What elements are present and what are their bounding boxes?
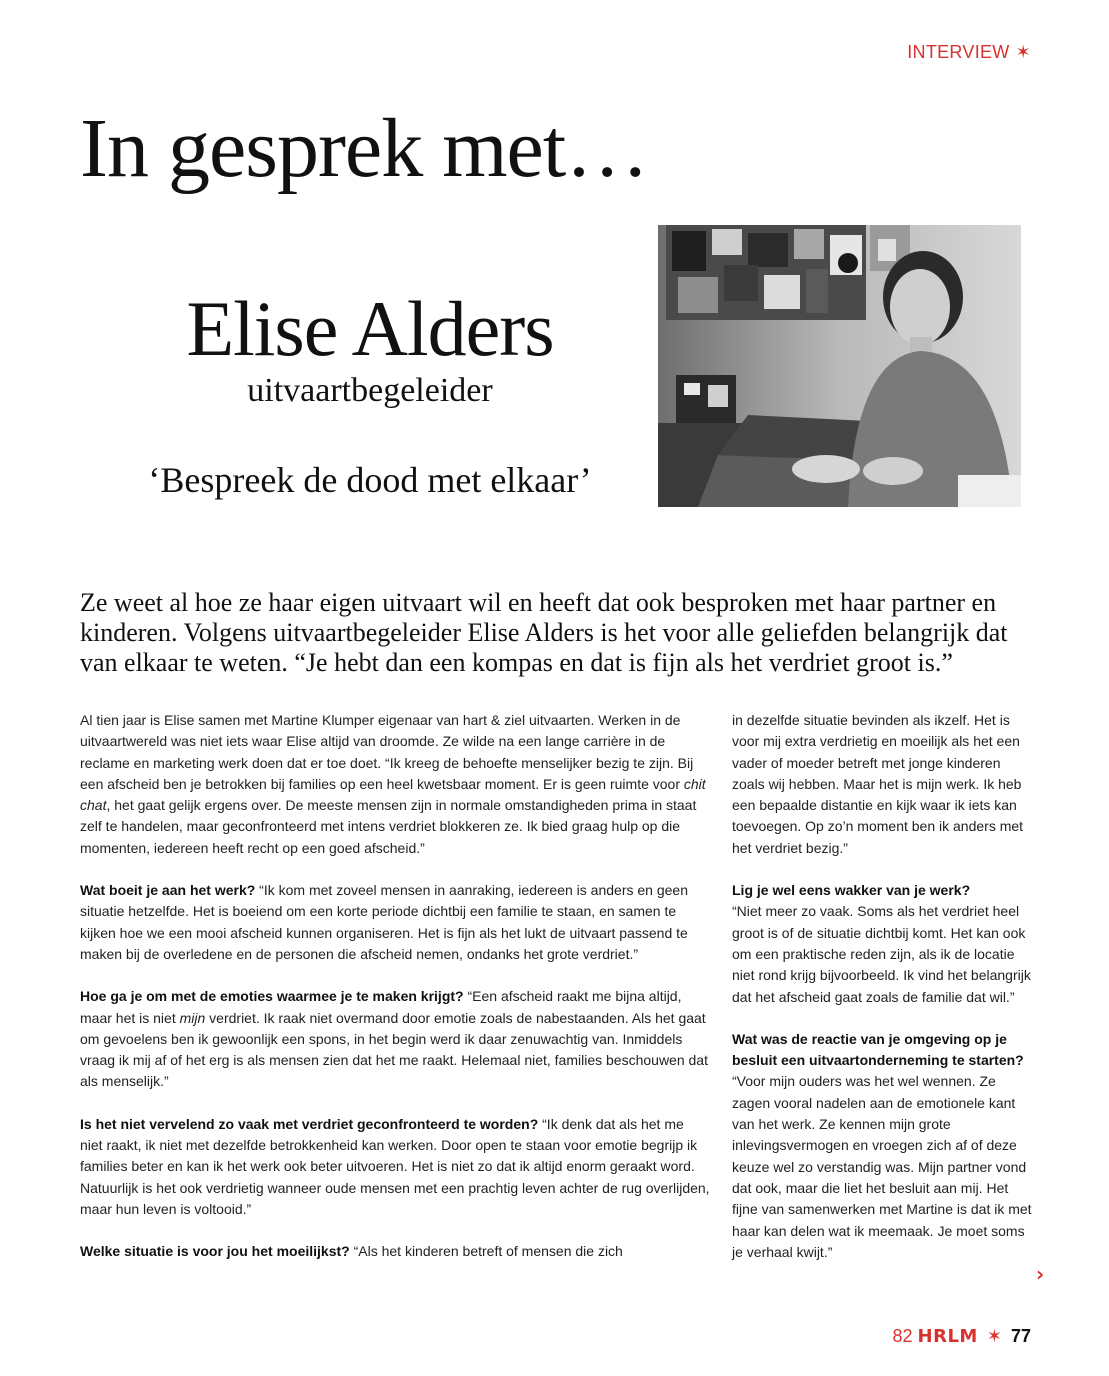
magazine-logo: HRLM: [917, 1326, 978, 1347]
article-paragraph: [80, 986, 710, 1092]
portrait-photo: [658, 225, 1021, 507]
page-footer: [892, 1326, 1031, 1347]
interview-question: Wat was de reactie van je omgeving op je besluit een uitvaartonderneming te starten?: [732, 1030, 1024, 1069]
interview-answer: “Ik kom met zoveel mensen in aanraking, iedereen is anders en geen situatie hetzelfde. Het is boeiend om een korte periode dichtbij een familie te staan, en samen te kijken hoe we een mooi afscheid kunnen organiseren. Het is fijn als het lukt de uitvaart passend te maken bij de overledene en de personen die afscheid nemen, ondanks het grote verdriet.”: [80, 882, 688, 962]
section-label: [907, 42, 1031, 63]
article-paragraph: [80, 1114, 710, 1220]
paragraph-text: Al tien jaar is Elise samen met Martine Klumper eigenaar van hart & ziel uitvaarten. Werken in de uitvaartwereld was niet iets waar Elise altijd van droomde. Ze wilde na een lange carrière in de reclame en marketing werk doen dat er toe doet. “Ik kreeg de behoefte menselijker bezig te zijn. Bij een afscheid ben je betrokken bij families op een heel kwetsbaar moment. Er is geen ruimte voor: [80, 712, 694, 792]
page-title: In gesprek met…: [80, 102, 649, 195]
intro-paragraph: Ze weet al hoe ze haar eigen uitvaart wil en heeft dat ook besproken met haar partner en kinderen. Volgens uitvaartbegeleider Elise Alders is het voor alle geliefden belangrijk dat van elkaar te weten. “Je hebt dan een kompas en dat is fijn als het verdriet groot is.”: [80, 588, 1008, 677]
star-icon: ✶: [1015, 42, 1031, 62]
emphasis-text: mijn: [179, 1009, 206, 1026]
article-paragraph: [732, 710, 1032, 859]
interview-answer: “Niet meer zo vaak. Soms als het verdriet heel groot is of de situatie dichtbij komt. Het kan ook om een praktische reden zijn, als ik de locatie niet rond krijg bijvoorbeeld. Ik vind het belangrijk dat het afscheid gaat zoals de familie dat wil.”: [732, 903, 1031, 1005]
article-paragraph: [732, 1029, 1032, 1263]
interview-answer: “Ik denk dat als het me niet raakt, ik niet met dezelfde betrokkenheid kan werken. Door open te staan voor emotie begrijp ik families beter en kan ik het werk ook beter uitvoeren. Het is niet zo dat ik altijd enorm geraakt word. Natuurlijk is het ook verdrietig wanneer oude mensen met een prachtig leven achter de rug overlijden, maar hun leven is voltooid.”: [80, 1115, 710, 1217]
person-role: uitvaartbegeleider: [247, 372, 493, 409]
article-paragraph: [80, 710, 710, 859]
interview-question: Is het niet vervelend zo vaak met verdriet geconfronteerd te worden?: [80, 1115, 539, 1132]
article-paragraph: [80, 880, 710, 965]
star-icon: ✶: [986, 1326, 1002, 1346]
issue-number: 82: [892, 1326, 913, 1346]
interview-question: Hoe ga je om met de emoties waarmee je te maken krijgt?: [80, 988, 464, 1005]
article-column-right: [732, 710, 1032, 1284]
page-number: 77: [1010, 1326, 1031, 1346]
article-paragraph: [732, 880, 1032, 1008]
interview-answer: “Als het kinderen betreft of mensen die zich: [349, 1243, 623, 1260]
portrait-photo-illustration: [658, 225, 1021, 507]
interview-answer: verdriet. Ik raak niet overmand door emotie zoals de nabestaanden. Als het gaat om gevoelens ben ik gewoonlijk een spons, in het begin werd ik daar zenuwachtig van. Inmiddels vraag ik mij af of het erg is als mensen zien dat het me raakt. Helemaal niet, families beschouwen dat als menselijk.”: [80, 1009, 708, 1090]
interview-answer: “Voor mijn ouders was het wel wennen. Ze zagen vooral nadelen aan de emotionele kant van het werk. Ze kennen mijn grote inlevingsvermogen en vroegen zich af of deze keuze wel zo verstandig was. Mijn partner vond dat ook, maar die liet het besluit aan mij. Het fijne van samenwerken met Martine is dat ik met haar kan delen wat ik meemaak. Je moet soms je verhaal kwijt.”: [732, 1073, 1032, 1260]
interview-question: Lig je wel eens wakker van je werk?: [732, 882, 971, 899]
article-column-left: [80, 710, 710, 1284]
interview-answer: “Een afscheid raakt me bijna altijd, maar het is niet: [80, 988, 682, 1026]
pull-quote: ‘Bespreek de dood met elkaar’: [148, 460, 592, 501]
interview-question: Wat boeit je aan het werk?: [80, 882, 256, 899]
interview-question: Welke situatie is voor jou het moeilijkst?: [80, 1243, 350, 1260]
interview-answer: in dezelfde situatie bevinden als ikzelf. Het is voor mij extra verdrietig en moeilijk als het een vader of moeder betreft met jonge kinderen zoals wij hebben. Maar het is mijn werk. Ik heb een bepaalde distantie en kijk waar ik iets kan toevoegen. Op zo’n moment ben ik anders met het verdriet bezig.”: [732, 712, 1024, 856]
paragraph-text: , het gaat gelijk ergens over. De meeste mensen zijn in normale omstandigheden prima in staat zelf te handelen, maar geconfronteerd met intens verdriet blokkeren ze. Ik bied graag hulp op die momenten, iedereen heeft recht op een goed afscheid.”: [80, 797, 697, 856]
person-name: Elise Alders: [186, 285, 554, 372]
person-heading: [100, 285, 640, 501]
emphasis-text: chit chat: [80, 775, 706, 814]
article-paragraph: [80, 1241, 710, 1262]
section-label-text: INTERVIEW: [907, 42, 1010, 62]
chevron-right-icon[interactable]: ›: [1036, 1262, 1045, 1286]
